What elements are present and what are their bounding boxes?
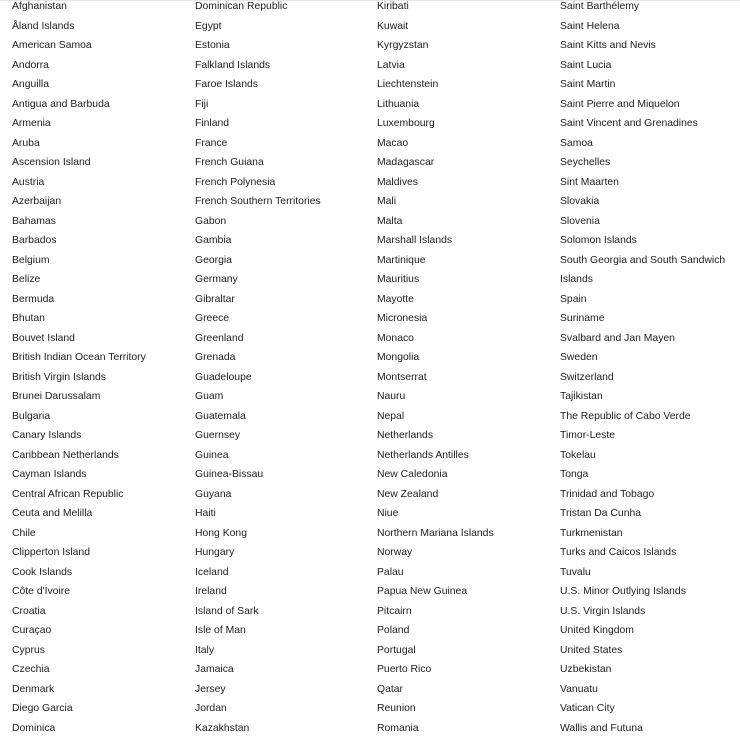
country-link[interactable]: Malta — [377, 212, 494, 232]
country-link[interactable]: Qatar — [377, 680, 494, 700]
country-link[interactable]: Grenada — [195, 348, 321, 368]
country-link[interactable]: The Republic of Cabo Verde — [560, 407, 725, 427]
country-link[interactable]: Aruba — [12, 134, 146, 154]
country-link[interactable]: Jordan — [195, 699, 321, 719]
country-link[interactable]: French Guiana — [195, 153, 321, 173]
country-link[interactable]: Cyprus — [12, 641, 146, 661]
country-link[interactable]: Germany — [195, 270, 321, 290]
country-link[interactable]: Tuvalu — [560, 563, 725, 583]
country-link[interactable]: Gabon — [195, 212, 321, 232]
country-link[interactable]: American Samoa — [12, 36, 146, 56]
country-link[interactable]: Portugal — [377, 641, 494, 661]
country-link[interactable]: Samoa — [560, 134, 725, 154]
country-link[interactable]: Mauritius — [377, 270, 494, 290]
country-link[interactable]: Central African Republic — [12, 485, 146, 505]
country-link[interactable]: Ceuta and Melilla — [12, 504, 146, 524]
country-link[interactable]: Faroe Islands — [195, 75, 321, 95]
country-link[interactable]: Belize — [12, 270, 146, 290]
country-link[interactable]: Afghanistan — [12, 0, 146, 17]
country-link[interactable]: Côte d'Ivoire — [12, 582, 146, 602]
country-link[interactable]: United States — [560, 641, 725, 661]
country-link[interactable]: Belgium — [12, 251, 146, 271]
country-link[interactable]: Suriname — [560, 309, 725, 329]
country-link[interactable]: Pitcairn — [377, 602, 494, 622]
country-link[interactable]: Saint Vincent and Grenadines — [560, 114, 725, 134]
country-link[interactable]: Greenland — [195, 329, 321, 349]
country-link[interactable]: Kiribati — [377, 0, 494, 17]
country-link[interactable]: Islands — [560, 270, 725, 290]
country-link[interactable]: Czechia — [12, 660, 146, 680]
country-link[interactable]: British Indian Ocean Territory — [12, 348, 146, 368]
country-link[interactable]: Gibraltar — [195, 290, 321, 310]
country-link[interactable]: British Virgin Islands — [12, 368, 146, 388]
country-link[interactable]: Saint Pierre and Miquelon — [560, 95, 725, 115]
country-link[interactable]: French Southern Territories — [195, 192, 321, 212]
country-link[interactable]: Clipperton Island — [12, 543, 146, 563]
country-link[interactable]: Saint Lucia — [560, 56, 725, 76]
country-link[interactable]: Spain — [560, 290, 725, 310]
country-link[interactable]: Martinique — [377, 251, 494, 271]
country-link[interactable]: Netherlands Antilles — [377, 446, 494, 466]
country-link[interactable]: Greece — [195, 309, 321, 329]
country-link[interactable]: Guinea — [195, 446, 321, 466]
country-link[interactable]: Italy — [195, 641, 321, 661]
country-link[interactable]: Vatican City — [560, 699, 725, 719]
country-link[interactable]: New Caledonia — [377, 465, 494, 485]
country-link[interactable]: Dominican Republic — [195, 0, 321, 17]
country-link[interactable]: Kuwait — [377, 17, 494, 37]
country-link[interactable]: France — [195, 134, 321, 154]
country-link[interactable]: Guam — [195, 387, 321, 407]
country-link[interactable]: Mali — [377, 192, 494, 212]
country-link[interactable]: Jamaica — [195, 660, 321, 680]
country-link[interactable]: Sweden — [560, 348, 725, 368]
country-link[interactable]: Tajikistan — [560, 387, 725, 407]
country-link[interactable]: Guyana — [195, 485, 321, 505]
country-link[interactable]: Saint Martin — [560, 75, 725, 95]
country-link[interactable]: Turks and Caicos Islands — [560, 543, 725, 563]
country-link[interactable]: Armenia — [12, 114, 146, 134]
country-link[interactable]: Hong Kong — [195, 524, 321, 544]
country-link[interactable]: Norway — [377, 543, 494, 563]
country-link[interactable]: Isle of Man — [195, 621, 321, 641]
country-link[interactable]: Curaçao — [12, 621, 146, 641]
country-link[interactable]: Sint Maarten — [560, 173, 725, 193]
country-link[interactable]: Tristan Da Cunha — [560, 504, 725, 524]
country-link[interactable]: Ascension Island — [12, 153, 146, 173]
country-link[interactable]: Caribbean Netherlands — [12, 446, 146, 466]
country-link[interactable]: Turkmenistan — [560, 524, 725, 544]
country-link[interactable]: Netherlands — [377, 426, 494, 446]
country-link[interactable]: Bouvet Island — [12, 329, 146, 349]
country-link[interactable]: Bahamas — [12, 212, 146, 232]
country-link[interactable]: Switzerland — [560, 368, 725, 388]
country-link[interactable]: Austria — [12, 173, 146, 193]
country-link[interactable]: Falkland Islands — [195, 56, 321, 76]
country-link[interactable]: Bermuda — [12, 290, 146, 310]
country-link[interactable]: Mayotte — [377, 290, 494, 310]
country-link[interactable]: Guatemala — [195, 407, 321, 427]
country-link[interactable]: U.S. Virgin Islands — [560, 602, 725, 622]
country-link[interactable]: Slovakia — [560, 192, 725, 212]
country-link[interactable]: Latvia — [377, 56, 494, 76]
country-link[interactable]: Seychelles — [560, 153, 725, 173]
country-link[interactable]: Madagascar — [377, 153, 494, 173]
country-link[interactable]: Luxembourg — [377, 114, 494, 134]
country-link[interactable]: Trinidad and Tobago — [560, 485, 725, 505]
country-link[interactable]: Niue — [377, 504, 494, 524]
country-link[interactable]: Ireland — [195, 582, 321, 602]
country-link[interactable]: Maldives — [377, 173, 494, 193]
country-link[interactable]: Egypt — [195, 17, 321, 37]
country-link[interactable]: Chile — [12, 524, 146, 544]
country-link[interactable]: Hungary — [195, 543, 321, 563]
country-link[interactable]: Wallis and Futuna — [560, 719, 725, 738]
country-link[interactable]: Åland Islands — [12, 17, 146, 37]
country-link[interactable]: Solomon Islands — [560, 231, 725, 251]
country-link[interactable]: Macao — [377, 134, 494, 154]
country-column-3 — [377, 0, 494, 738]
country-link[interactable]: Andorra — [12, 56, 146, 76]
country-link[interactable]: Nepal — [377, 407, 494, 427]
country-link[interactable]: New Zealand — [377, 485, 494, 505]
country-link[interactable]: Island of Sark — [195, 602, 321, 622]
country-link[interactable]: Uzbekistan — [560, 660, 725, 680]
country-link[interactable]: Slovenia — [560, 212, 725, 232]
country-link[interactable]: Timor-Leste — [560, 426, 725, 446]
country-link[interactable]: Montserrat — [377, 368, 494, 388]
country-link[interactable]: Kazakhstan — [195, 719, 321, 738]
country-link[interactable]: Haiti — [195, 504, 321, 524]
country-link[interactable]: Marshall Islands — [377, 231, 494, 251]
country-link[interactable]: Guadeloupe — [195, 368, 321, 388]
country-link[interactable]: Bulgaria — [12, 407, 146, 427]
country-link[interactable]: Tokelau — [560, 446, 725, 466]
country-link[interactable]: Finland — [195, 114, 321, 134]
country-link[interactable]: Bhutan — [12, 309, 146, 329]
country-link[interactable]: Northern Mariana Islands — [377, 524, 494, 544]
country-link[interactable]: Fiji — [195, 95, 321, 115]
country-link[interactable]: Antigua and Barbuda — [12, 95, 146, 115]
country-link[interactable]: Croatia — [12, 602, 146, 622]
country-link[interactable]: Denmark — [12, 680, 146, 700]
country-link[interactable]: Georgia — [195, 251, 321, 271]
country-link[interactable]: United Kingdom — [560, 621, 725, 641]
country-link[interactable]: Tonga — [560, 465, 725, 485]
country-link[interactable]: Gambia — [195, 231, 321, 251]
country-link[interactable]: Reunion — [377, 699, 494, 719]
country-link[interactable]: Kyrgyzstan — [377, 36, 494, 56]
country-link[interactable]: Guinea-Bissau — [195, 465, 321, 485]
country-column-4 — [560, 0, 725, 738]
country-link[interactable]: Jersey — [195, 680, 321, 700]
country-link[interactable]: Papua New Guinea — [377, 582, 494, 602]
country-link[interactable]: Dominica — [12, 719, 146, 738]
country-link[interactable]: Diego Garcia — [12, 699, 146, 719]
country-link[interactable]: Puerto Rico — [377, 660, 494, 680]
country-link[interactable]: Guernsey — [195, 426, 321, 446]
country-link[interactable]: Cayman Islands — [12, 465, 146, 485]
country-link[interactable]: Brunei Darussalam — [12, 387, 146, 407]
country-link[interactable]: Micronesia — [377, 309, 494, 329]
country-link[interactable]: Saint Helena — [560, 17, 725, 37]
country-link[interactable]: Canary Islands — [12, 426, 146, 446]
country-link[interactable]: Saint Barthélemy — [560, 0, 725, 17]
country-column-1 — [12, 0, 146, 738]
country-link[interactable]: Nauru — [377, 387, 494, 407]
country-link[interactable]: Saint Kitts and Nevis — [560, 36, 725, 56]
country-link[interactable]: Liechtenstein — [377, 75, 494, 95]
country-link[interactable]: Monaco — [377, 329, 494, 349]
country-column-2 — [195, 0, 321, 738]
country-link[interactable]: Svalbard and Jan Mayen — [560, 329, 725, 349]
country-link[interactable]: Poland — [377, 621, 494, 641]
country-link[interactable]: Anguilla — [12, 75, 146, 95]
country-link[interactable]: Estonia — [195, 36, 321, 56]
country-link[interactable]: U.S. Minor Outlying Islands — [560, 582, 725, 602]
country-link[interactable]: Cook Islands — [12, 563, 146, 583]
country-link[interactable]: South Georgia and South Sandwich — [560, 251, 725, 271]
country-link[interactable]: Palau — [377, 563, 494, 583]
country-link[interactable]: Iceland — [195, 563, 321, 583]
country-link[interactable]: Lithuania — [377, 95, 494, 115]
country-link[interactable]: Vanuatu — [560, 680, 725, 700]
country-link[interactable]: Mongolia — [377, 348, 494, 368]
country-link[interactable]: Azerbaijan — [12, 192, 146, 212]
country-link[interactable]: Barbados — [12, 231, 146, 251]
country-link[interactable]: Romania — [377, 719, 494, 738]
country-link[interactable]: French Polynesia — [195, 173, 321, 193]
